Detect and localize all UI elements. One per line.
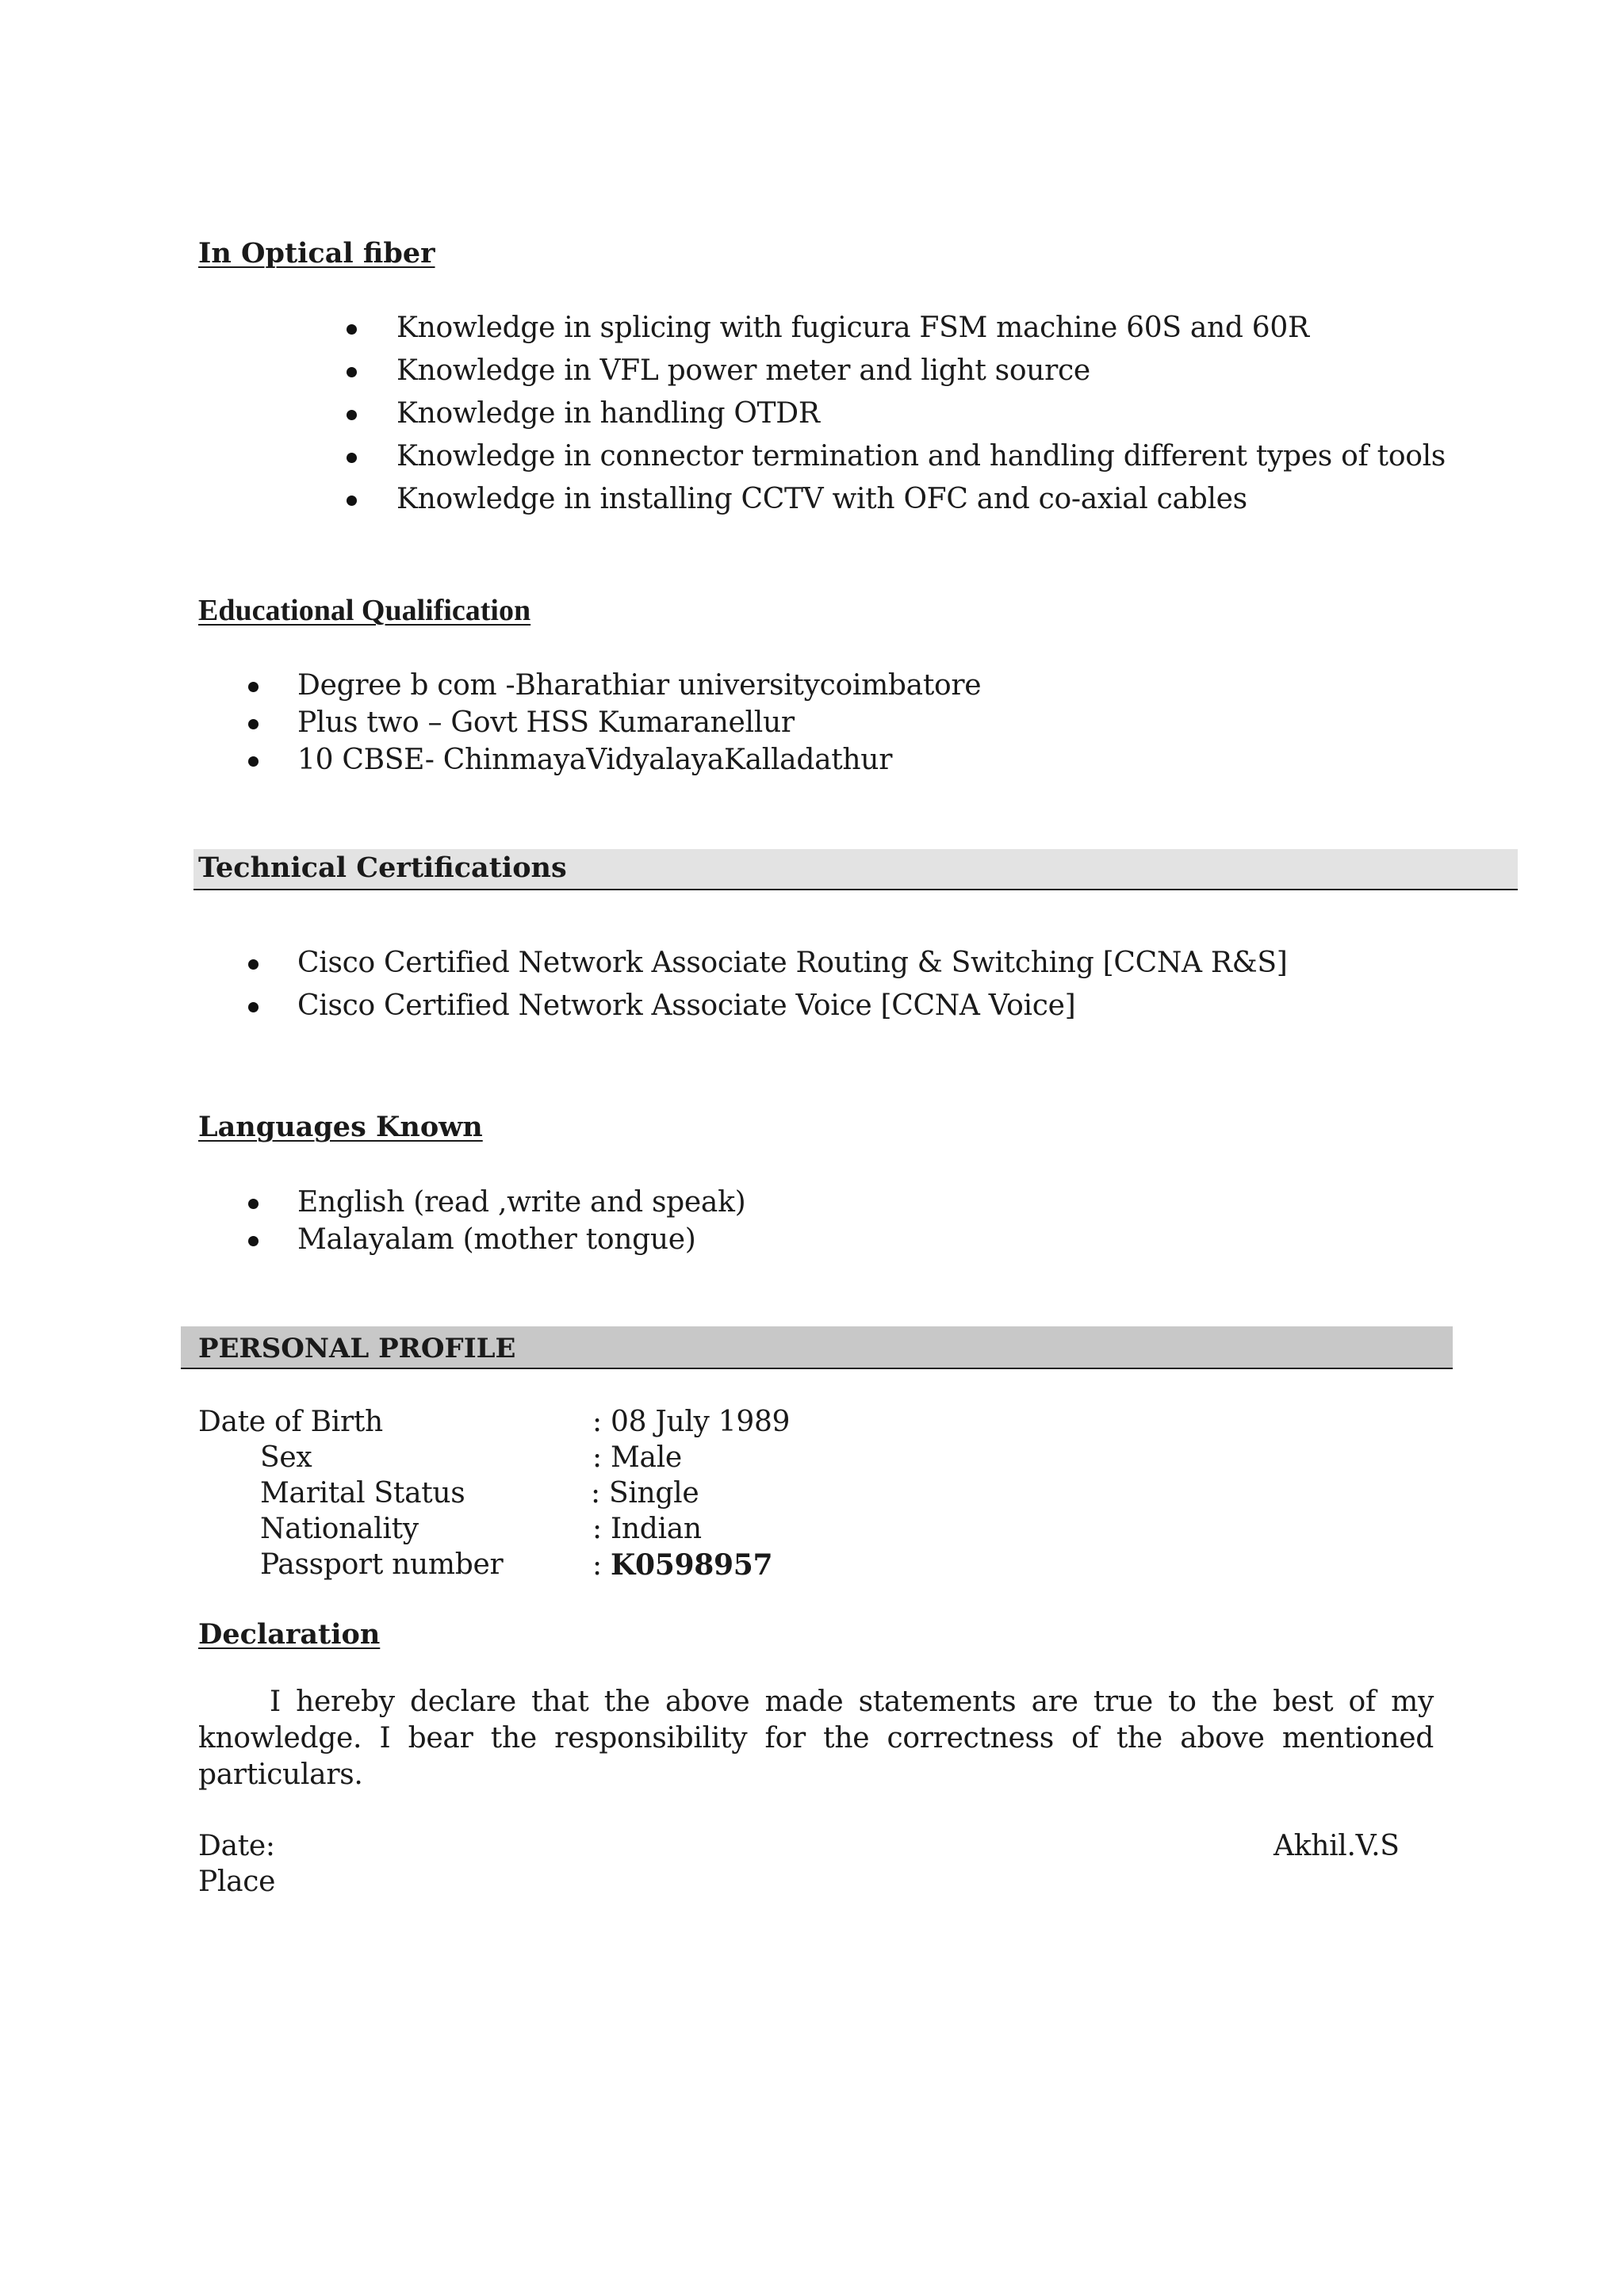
- bullet-icon: [248, 1236, 259, 1246]
- languages-heading: Languages Known: [198, 1111, 483, 1143]
- profile-label-nationality: Nationality: [260, 1513, 419, 1545]
- bullet-icon: [347, 324, 357, 335]
- place-label: Place: [198, 1866, 276, 1898]
- profile-value-sex: : Male: [592, 1441, 682, 1474]
- education-heading: Educational Qualification: [198, 594, 531, 627]
- list-item: Knowledge in installing CCTV with OFC and co-axial cables: [396, 483, 1247, 515]
- bullet-icon: [347, 410, 357, 420]
- bullet-icon: [347, 496, 357, 506]
- bullet-icon: [248, 959, 259, 970]
- list-item: Knowledge in connector termination and handling different types of tools: [396, 440, 1446, 473]
- bullet-icon: [347, 453, 357, 463]
- profile-label-dob: Date of Birth: [198, 1406, 383, 1438]
- bullet-icon: [248, 1002, 259, 1012]
- profile-label-marital: Marital Status: [260, 1477, 465, 1510]
- list-item: Cisco Certified Network Associate Routing & Switching [CCNA R&S]: [297, 947, 1288, 979]
- signature-name: Akhil.V.S: [1274, 1830, 1400, 1862]
- profile-passport-colon: :: [592, 1549, 611, 1582]
- certifications-heading: Technical Certifications: [198, 851, 567, 884]
- list-item: Knowledge in VFL power meter and light source: [396, 354, 1090, 387]
- profile-heading: PERSONAL PROFILE: [198, 1333, 516, 1364]
- profile-label-sex: Sex: [260, 1441, 312, 1474]
- declaration-heading: Declaration: [198, 1618, 381, 1651]
- bullet-icon: [248, 756, 259, 767]
- profile-value-nationality: : Indian: [592, 1513, 702, 1545]
- declaration-text: I hereby declare that the above made statements are true to the best of my knowledge. I bear the responsibility for the correctness of the above mentioned particulars.: [198, 1686, 1434, 1791]
- profile-label-passport: Passport number: [260, 1548, 504, 1581]
- bullet-icon: [248, 682, 259, 692]
- list-item: Malayalam (mother tongue): [297, 1223, 696, 1256]
- list-item: Cisco Certified Network Associate Voice [CCNA Voice]: [297, 989, 1076, 1022]
- list-item: Degree b com -Bharathiar universitycoimbatore: [297, 669, 982, 702]
- profile-value-marital: : Single: [591, 1477, 699, 1510]
- bullet-icon: [248, 1199, 259, 1209]
- list-item: English (read ,write and speak): [297, 1186, 746, 1219]
- list-item: Plus two – Govt HSS Kumaranellur: [297, 706, 795, 739]
- date-label: Date:: [198, 1830, 275, 1862]
- bullet-icon: [248, 719, 259, 729]
- profile-value-passport: [592, 1548, 772, 1583]
- profile-passport-number: K0598957: [610, 1548, 773, 1582]
- list-item: 10 CBSE- ChinmayaVidyalayaKalladathur: [297, 744, 893, 776]
- profile-value-dob: : 08 July 1989: [592, 1406, 791, 1438]
- bullet-icon: [347, 367, 357, 377]
- list-item: Knowledge in splicing with fugicura FSM machine 60S and 60R: [396, 312, 1309, 344]
- optical-fiber-heading: In Optical fiber: [198, 237, 435, 270]
- list-item: Knowledge in handling OTDR: [396, 397, 820, 430]
